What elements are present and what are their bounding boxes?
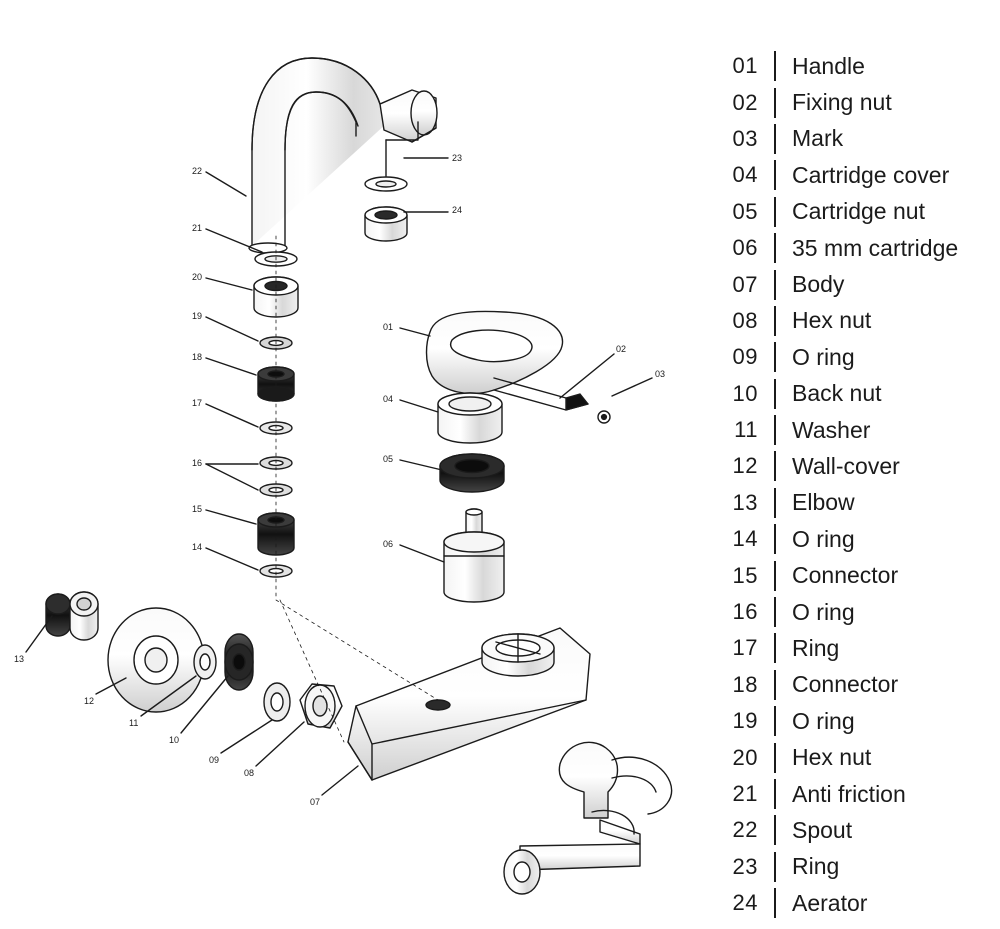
legend-label: Anti friction <box>792 780 906 807</box>
legend-row-06 <box>706 230 1000 266</box>
legend-number: 01 <box>732 53 758 79</box>
callout-09: 09 <box>209 755 220 765</box>
legend-label: Fixing nut <box>792 89 892 116</box>
legend-label: Handle <box>792 52 865 79</box>
callout-22: 22 <box>192 166 203 176</box>
callout-12: 12 <box>84 696 95 706</box>
part-elbow-13 <box>46 592 98 640</box>
legend-number: 09 <box>732 344 758 370</box>
legend-row-19 <box>706 703 1000 739</box>
legend-row-09 <box>706 339 1000 375</box>
callout-04: 04 <box>383 394 394 404</box>
callout-17: 17 <box>192 398 203 408</box>
legend-label: O ring <box>792 525 855 552</box>
legend-number: 15 <box>732 562 758 588</box>
assembled-faucet-illustration <box>504 742 672 894</box>
part-o-ring-09 <box>264 683 290 721</box>
part-back-nut-10 <box>225 634 253 690</box>
legend-row-16 <box>706 594 1000 630</box>
callout-11: 11 <box>129 718 139 728</box>
legend-label: Hex nut <box>792 744 872 771</box>
legend-number: 13 <box>732 489 758 515</box>
callout-24: 24 <box>452 205 463 215</box>
callout-20: 20 <box>192 272 203 282</box>
legend-number: 05 <box>732 198 758 224</box>
legend-label: O ring <box>792 343 855 370</box>
part-spout <box>249 58 437 253</box>
legend-number: 11 <box>734 417 758 443</box>
callout-21: 21 <box>192 223 203 233</box>
legend-row-17 <box>706 630 1000 666</box>
legend-row-11 <box>706 412 1000 448</box>
callout-02: 02 <box>616 344 627 354</box>
legend-number: 16 <box>732 599 758 625</box>
legend-label: Cartridge nut <box>792 198 925 225</box>
legend-label: Spout <box>792 816 853 843</box>
legend-label: Cartridge cover <box>792 161 950 188</box>
legend-row-08 <box>706 303 1000 339</box>
legend-row-13 <box>706 485 1000 521</box>
legend-row-05 <box>706 194 1000 230</box>
part-body-07 <box>348 628 590 780</box>
callout-10: 10 <box>169 735 180 745</box>
legend-label: Mark <box>792 125 844 152</box>
part-cartridge-06 <box>444 509 504 602</box>
legend-label: Washer <box>792 416 871 443</box>
callout-07: 07 <box>310 797 321 807</box>
callout-13: 13 <box>14 654 25 664</box>
part-cartridge-nut-05 <box>440 454 504 492</box>
legend-number: 02 <box>732 89 758 115</box>
legend-number: 23 <box>732 853 758 879</box>
legend-number: 21 <box>732 781 758 806</box>
legend-row-24 <box>706 885 1000 921</box>
legend-label: Wall-cover <box>792 452 900 479</box>
legend-row-14 <box>706 521 1000 557</box>
part-ring-23 <box>365 177 407 191</box>
legend-row-03 <box>706 121 1000 157</box>
part-cartridge-cover-04 <box>438 393 502 443</box>
legend-number: 10 <box>732 380 758 406</box>
legend-number: 19 <box>732 708 758 734</box>
part-washer-11 <box>194 645 216 679</box>
callout-08: 08 <box>244 768 255 778</box>
legend-label: Hex nut <box>792 307 872 334</box>
callout-19: 19 <box>192 311 203 321</box>
callout-06: 06 <box>383 539 394 549</box>
callout-15: 15 <box>192 504 203 514</box>
legend-number: 24 <box>732 890 758 916</box>
legend-label: Aerator <box>792 889 868 916</box>
legend-label: O ring <box>792 598 855 625</box>
legend-number: 03 <box>732 125 758 151</box>
part-hex-nut-20 <box>254 277 298 317</box>
legend-label: Ring <box>792 634 840 661</box>
callout-14: 14 <box>192 542 203 552</box>
legend-row-15 <box>706 557 1000 593</box>
part-wall-cover-12 <box>108 608 204 712</box>
callout-05: 05 <box>383 454 394 464</box>
callout-16: 16 <box>192 458 203 468</box>
legend-number: 07 <box>732 271 758 297</box>
legend-row-12 <box>706 448 1000 484</box>
callout-18: 18 <box>192 352 203 362</box>
legend-row-21 <box>706 776 1000 812</box>
legend-row-04 <box>706 157 1000 193</box>
callout-01: 01 <box>383 322 394 332</box>
callout-23: 23 <box>452 153 463 163</box>
legend-number: 14 <box>732 526 758 552</box>
part-fixing-nut-02 <box>598 411 610 423</box>
legend-number: 12 <box>732 453 758 479</box>
legend-label: Ring <box>792 853 840 880</box>
legend-row-23 <box>706 849 1000 885</box>
legend-label: Body <box>792 271 845 298</box>
legend-row-20 <box>706 739 1000 775</box>
legend-label: Back nut <box>792 380 882 407</box>
legend-number: 17 <box>732 635 758 661</box>
callout-03: 03 <box>655 369 666 379</box>
legend-label: Connector <box>792 671 899 698</box>
legend-row-01 <box>706 48 1000 84</box>
legend-label: O ring <box>792 707 855 734</box>
legend-row-02 <box>706 84 1000 120</box>
legend-row-22 <box>706 812 1000 848</box>
legend-number: 08 <box>732 307 758 333</box>
legend-number: 06 <box>732 235 758 261</box>
legend-row-18 <box>706 667 1000 703</box>
legend-label: Elbow <box>792 489 855 516</box>
legend-row-10 <box>706 376 1000 412</box>
legend-number: 22 <box>732 817 758 843</box>
legend-row-07 <box>706 266 1000 302</box>
legend-number: 20 <box>732 744 758 770</box>
legend-label: 35 mm cartridge <box>792 234 959 261</box>
legend-number: 18 <box>732 671 758 697</box>
parts-legend <box>706 0 1000 929</box>
legend-label: Connector <box>792 562 899 589</box>
legend-number: 04 <box>732 162 758 188</box>
part-aerator-24 <box>365 207 407 241</box>
